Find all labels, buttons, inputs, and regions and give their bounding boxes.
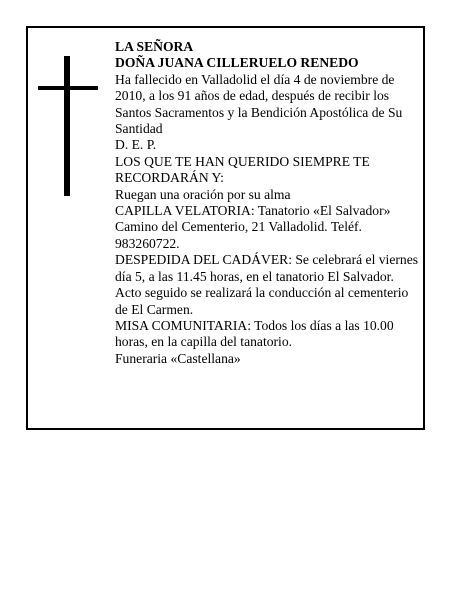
dep-line: D. E. P. (115, 137, 157, 153)
body-line: RECORDARÁN Y: (115, 170, 224, 186)
obituary-text (115, 39, 425, 367)
body-line: LOS QUE TE HAN QUERIDO SIEMPRE TE (115, 153, 370, 169)
body-line: Ruegan una oración por su alma (115, 186, 291, 202)
funeral-home-line: Funeraria «Castellana» (115, 350, 241, 366)
body-line: Ha fallecido en Valladolid el día 4 de noviembre de (115, 71, 395, 87)
body-line: 2010, a los 91 años de edad, después de recibir los (115, 88, 390, 104)
farewell-line: DESPEDIDA DEL CADÁVER: Se celebrará el viernes (115, 252, 419, 268)
heading-title: LA SEÑORA (115, 39, 194, 54)
body-line: de El Carmen. (115, 301, 194, 317)
chapel-line: CAPILLA VELATORIA: Tanatorio «El Salvador» (115, 203, 391, 219)
body-line: día 5, a las 11.45 horas, en el tanatorio El Salvador. (115, 268, 394, 284)
mass-line: MISA COMUNITARIA: Todos los días a las 10.00 (115, 317, 394, 333)
deceased-name: DOÑA JUANA CILLERUELO RENEDO (115, 55, 359, 71)
cross-vertical-bar (64, 56, 70, 196)
body-line: horas, en la capilla del tanatorio. (115, 334, 293, 350)
phone-line: 983260722. (115, 235, 180, 251)
body-line: Camino del Cementerio, 21 Valladolid. Teléf. (115, 219, 362, 235)
body-line: Santos Sacramentos y la Bendición Apostólica de Su (115, 104, 403, 120)
cross-horizontal-bar (38, 86, 98, 90)
body-line: Acto seguido se realizará la conducción al cementerio (115, 285, 409, 301)
body-line: Santidad (115, 121, 163, 137)
